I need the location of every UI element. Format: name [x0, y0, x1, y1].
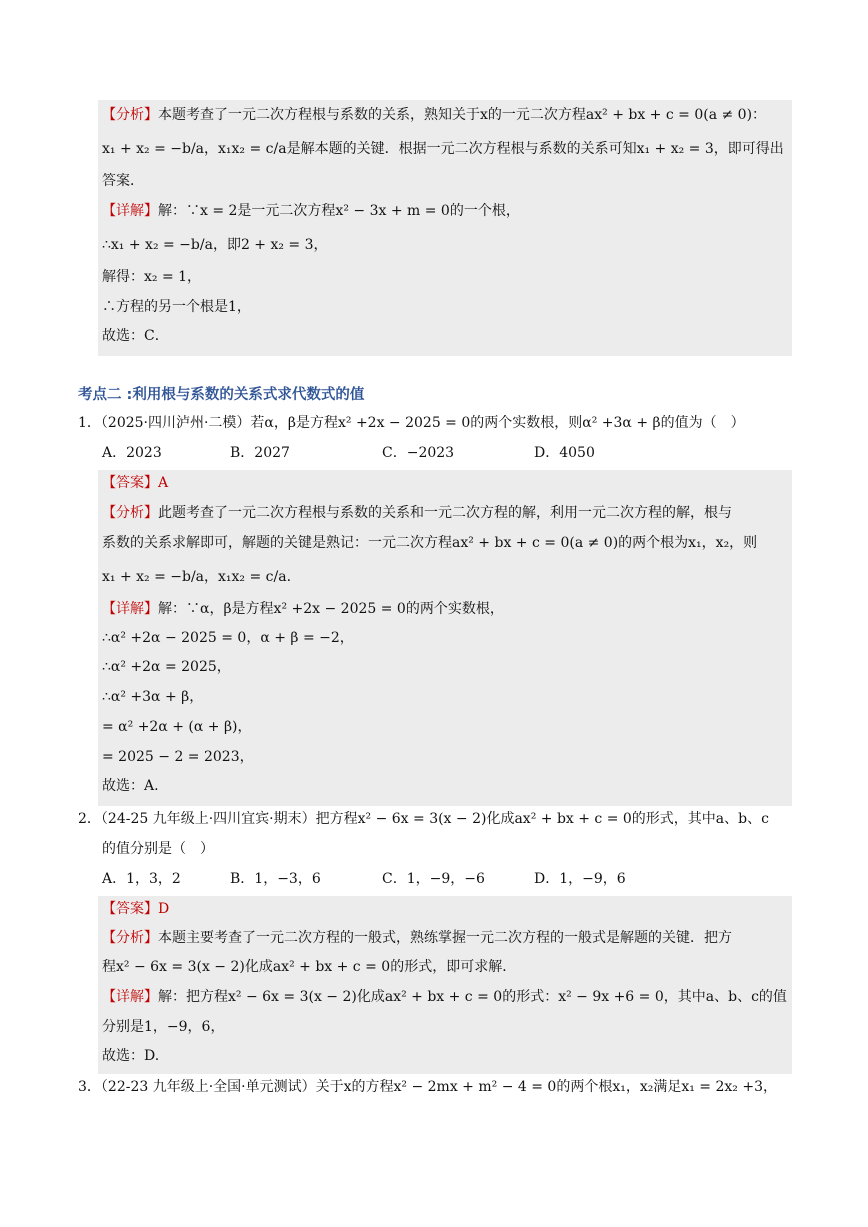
- q1-detail-5: = α² +2α + (α + β)，: [102, 719, 252, 735]
- q3-stem-1: 3．（22-23 九年级上·全国·单元测试）关于x的方程x² − 2mx + m² − 4 = 0的两个根x₁，x₂满足x₁ = 2x₂ +3，: [78, 1079, 777, 1095]
- q2-option-a: A．1，3，2: [102, 871, 181, 887]
- q2-analysis-2: 程x² − 6x = 3(x − 2)化成ax² + bx + c = 0的形式，即可求解．: [102, 959, 517, 975]
- q1-option-d: D．4050: [534, 445, 595, 461]
- solution-box-3: [98, 896, 792, 1074]
- q2-stem-1: 2．（24-25 九年级上·四川宜宾·期末）把方程x² − 6x = 3(x − 2)化成ax² + bx + c = 0的形式，其中a、b、c: [78, 811, 769, 827]
- q2-stem-2: 的值分别是（ ）: [102, 841, 214, 857]
- detail-line-3: 解得：x₂ = 1，: [102, 269, 202, 285]
- analysis-line-3: 答案．: [102, 173, 144, 189]
- q1-detail-3: ∴α² +2α = 2025，: [102, 659, 231, 675]
- solution-box-1b: [98, 200, 792, 356]
- detail-line-4: ∴方程的另一个根是1，: [102, 299, 251, 315]
- q2-option-b: B．1，−3，6: [230, 871, 321, 887]
- q1-detail-4: ∴α² +3α + β，: [102, 689, 204, 705]
- q1-detail-6: = 2025 − 2 = 2023，: [102, 749, 254, 765]
- analysis-line-1: 【分析】本题考查了一元二次方程根与系数的关系，熟知关于x的一元二次方程ax² + bx + c = 0(a ≠ 0)：: [102, 107, 767, 123]
- detail-line-2: ∴x₁ + x₂ = −b/a，即2 + x₂ = 3，: [102, 237, 328, 253]
- q1-option-c: C．−2023: [382, 445, 455, 461]
- q2-detail-2: 分别是1，−9，6，: [102, 1019, 225, 1035]
- q1-option-b: B．2027: [230, 445, 290, 461]
- q1-answer: 【答案】A: [102, 475, 169, 491]
- q1-analysis-1: 【分析】此题考查了一元二次方程根与系数的关系和一元二次方程的解，利用一元二次方程的解，根与: [102, 505, 732, 521]
- q1-detail-7: 故选：A.: [102, 778, 159, 794]
- q1-stem: 1．（2025·四川泸州·二模）若α，β是方程x² +2x − 2025 = 0的两个实数根，则α² +3α + β的值为（ ）: [78, 415, 745, 431]
- q2-answer: 【答案】D: [102, 901, 170, 917]
- q1-analysis-3: x₁ + x₂ = −b/a，x₁x₂ = c/a.: [102, 569, 292, 585]
- q1-detail-2: ∴α² +2α − 2025 = 0，α + β = −2，: [102, 630, 354, 646]
- section-title: 考点二 :利用根与系数的关系式求代数式的值: [78, 387, 365, 403]
- detail-line-5: 故选：C．: [102, 328, 169, 344]
- q1-option-a: A．2023: [102, 445, 162, 461]
- q2-option-d: D．1，−9，6: [534, 871, 626, 887]
- q1-detail-1: 【详解】解：∵α，β是方程x² +2x − 2025 = 0的两个实数根，: [102, 601, 504, 617]
- q2-detail-1: 【详解】解：把方程x² − 6x = 3(x − 2)化成ax² + bx + c = 0的形式：x² − 9x +6 = 0，其中a、b、c的值: [102, 989, 787, 1005]
- q2-detail-3: 故选：D.: [102, 1048, 160, 1064]
- q1-analysis-2: 系数的关系求解即可，解题的关键是熟记：一元二次方程ax² + bx + c = 0(a ≠ 0)的两个根为x₁，x₂，则: [102, 535, 758, 551]
- q2-analysis-1: 【分析】本题主要考查了一元二次方程的一般式，熟练掌握一元二次方程的一般式是解题的关键．把方: [102, 930, 732, 946]
- detail-line-1: 【详解】解：∵x = 2是一元二次方程x² − 3x + m = 0的一个根，: [102, 203, 520, 219]
- analysis-line-2: x₁ + x₂ = −b/a，x₁x₂ = c/a是解本题的关键．根据一元二次方程根与系数的关系可知x₁ + x₂ = 3，即可得出: [102, 141, 784, 157]
- q2-option-c: C．1，−9，−6: [382, 871, 485, 887]
